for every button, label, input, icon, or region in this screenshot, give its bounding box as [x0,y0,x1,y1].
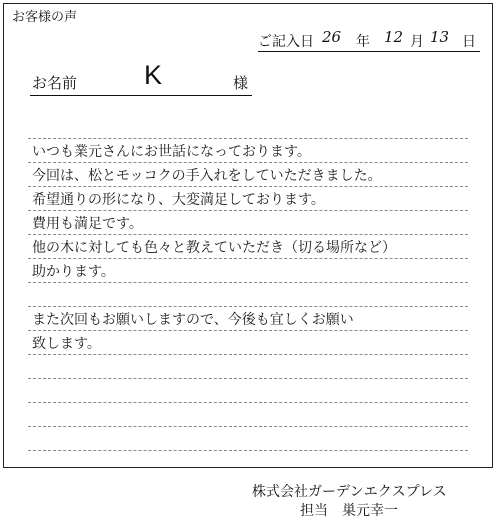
ruled-line [28,162,468,163]
date-year-unit: 年 [356,34,370,50]
date-day: 13 [430,28,450,46]
message-line: 費用も満足です。 [32,216,143,232]
message-line: 今回は、松とモッコクの手入れをしていただきました。 [32,168,382,184]
customer-name: K [144,60,163,90]
ruled-line [28,402,468,403]
name-label: お名前 [32,74,78,92]
ruled-line [28,282,468,283]
date-label: ご記入日 [258,34,314,50]
ruled-line [28,258,468,259]
date-year: 26 [322,28,342,46]
staff-name: 担当 巣元幸一 [300,503,398,519]
ruled-line [28,210,468,211]
message-line: 致します。 [32,336,101,352]
name-honorific: 様 [233,74,249,92]
message-line: いつも業元さんにお世話になっております。 [32,144,311,160]
ruled-line [28,306,468,307]
date-underline [258,51,480,52]
ruled-line [28,234,468,235]
ruled-line [28,186,468,187]
date-month: 12 [384,28,404,46]
form-title: お客様の声 [12,10,78,25]
ruled-line [28,450,468,451]
ruled-line [28,354,468,355]
message-line: 希望通りの形になり、大変満足しております。 [32,192,325,208]
message-line: また次回もお願いしますので、今後も宜しくお願い [32,312,354,328]
ruled-line [28,426,468,427]
date-day-unit: 日 [462,34,476,50]
company-name: 株式会社ガーデンエクスプレス [252,484,447,500]
ruled-line [28,378,468,379]
date-month-unit: 月 [410,34,424,50]
ruled-line [28,330,468,331]
ruled-line [28,138,468,139]
message-line: 他の木に対しても色々と教えていただき（切る場所など） [32,240,396,256]
message-line: 助かります。 [32,264,115,280]
name-underline [30,95,252,96]
entry-date [258,28,478,51]
